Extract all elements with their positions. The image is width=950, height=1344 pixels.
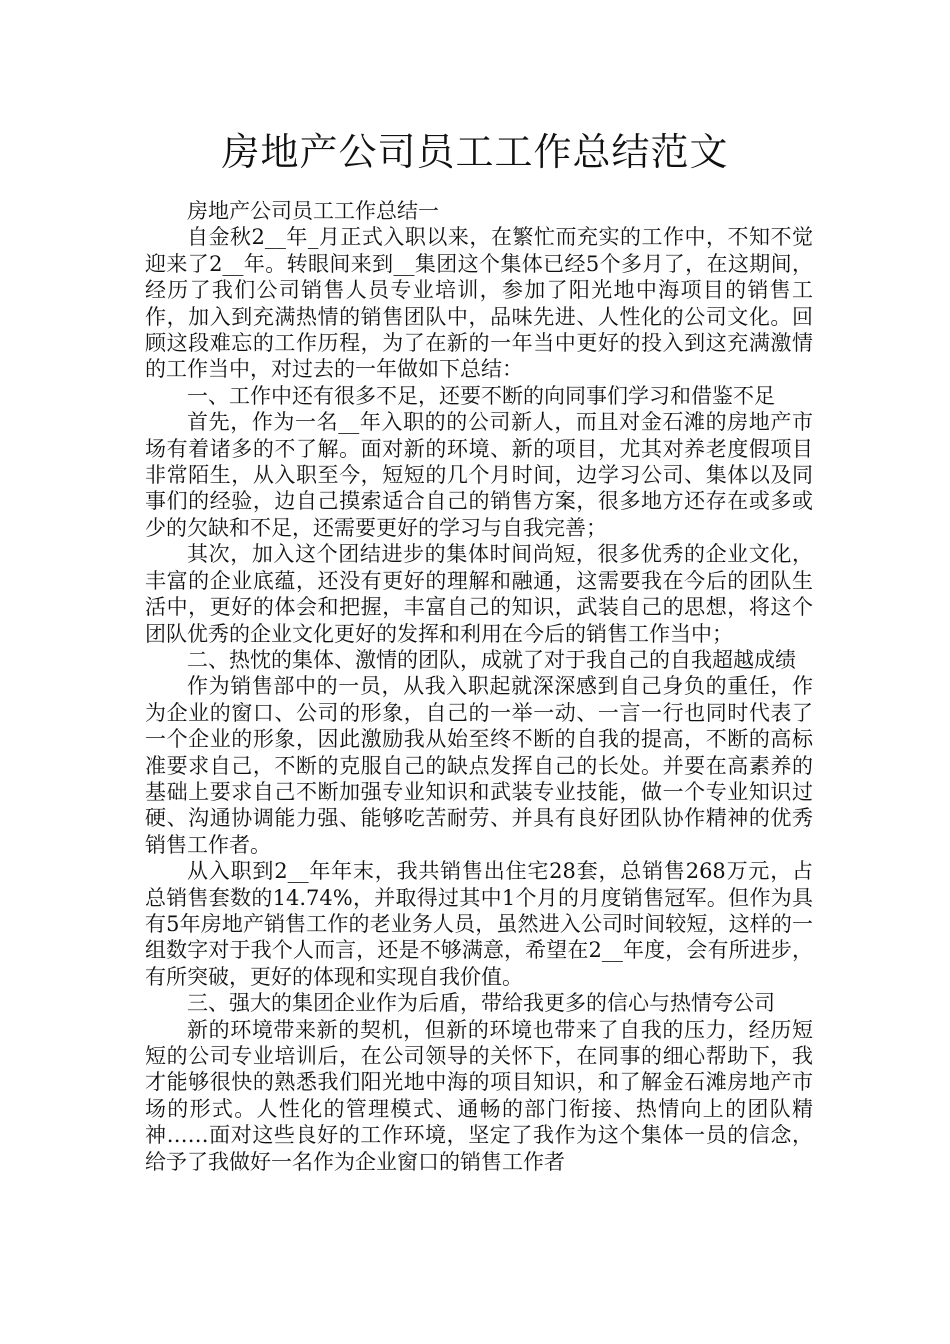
paragraph: 新的环境带来新的契机，但新的环境也带来了自我的压力，经历短短的公司专业培训后，在公司领导的关怀下，在同事的细心帮助下，我才能够很快的熟悉我们阳光地中海的项目知识，和了解金石滩房地产市场的形式。人性化的管理模式、通畅的部门衔接、热情向上的团队精神……面对这些良好的工作环境，坚定了我作为这个集体一员的信念，给予了我做好一名作为企业窗口的销售工作者: [145, 1017, 813, 1174]
paragraph: 其次，加入这个团结进步的集体时间尚短，很多优秀的企业文化，丰富的企业底蕴，还没有更好的理解和融通，这需要我在今后的团队生活中，更好的体会和把握，丰富自己的知识，武装自己的思想，将这个团队优秀的企业文化更好的发挥和利用在今后的销售工作当中；: [145, 542, 813, 646]
paragraph: 作为销售部中的一员，从我入职起就深深感到自己身负的重任，作为企业的窗口、公司的形象，自己的一举一动、一言一行也同时代表了一个企业的形象，因此激励我从始至终不断的自我的提高，不断的高标准要求自己，不断的克服自己的缺点发挥自己的长处。并要在高素养的基础上要求自己不断加强专业知识和武装专业技能，做一个专业知识过硬、沟通协调能力强、能够吃苦耐劳、并具有良好团队协作精神的优秀销售工作者。: [145, 674, 813, 857]
section-heading-2: 二、热忱的集体、激情的团队，成就了对于我自己的自我超越成绩: [187, 647, 796, 672]
paragraph: 首先，作为一名__年入职的的公司新人，而且对金石滩的房地产市场有着诸多的不了解。面对新的环境、新的项目，尤其对养老度假项目非常陌生，从入职至今，短短的几个月时间，边学习公司、集体以及同事们的经验，边自己摸索适合自己的销售方案，很多地方还存在或多或少的欠缺和不足，还需要更好的学习与自我完善；: [145, 410, 813, 540]
section-heading-1: 一、工作中还有很多不足，还要不断的向同事们学习和借鉴不足: [187, 383, 775, 408]
document-body: [145, 198, 813, 1175]
document-title: 房地产公司员工工作总结范文: [221, 130, 729, 174]
paragraph: 从入职到2__年年末，我共销售出住宅28套，总销售268万元，占总销售套数的14.74%，并取得过其中1个月的月度销售冠军。但作为具有5年房地产销售工作的老业务人员，虽然进入公司时间较短，这样的一组数字对于我个人而言，还是不够满意，希望在2__年度，会有所进步，有所突破，更好的体现和实现自我价值。: [145, 859, 813, 989]
section-heading-3: 三、强大的集团企业作为后盾，带给我更多的信心与热情夸公司: [187, 991, 775, 1016]
paragraph-subtitle: 房地产公司员工工作总结一: [187, 199, 439, 223]
paragraph-intro: 自金秋2__年_月正式入职以来，在繁忙而充实的工作中，不知不觉迎来了2__年。转眼间来到__集团这个集体已经5个多月了，在这期间，经历了我们公司销售人员专业培训，参加了阳光地中海项目的销售工作，加入到充满热情的销售团队中，品味先进、人性化的公司文化。回顾这段难忘的工作历程，为了在新的一年当中更好的投入到这充满激情的工作当中，对过去的一年做如下总结：: [145, 225, 813, 382]
